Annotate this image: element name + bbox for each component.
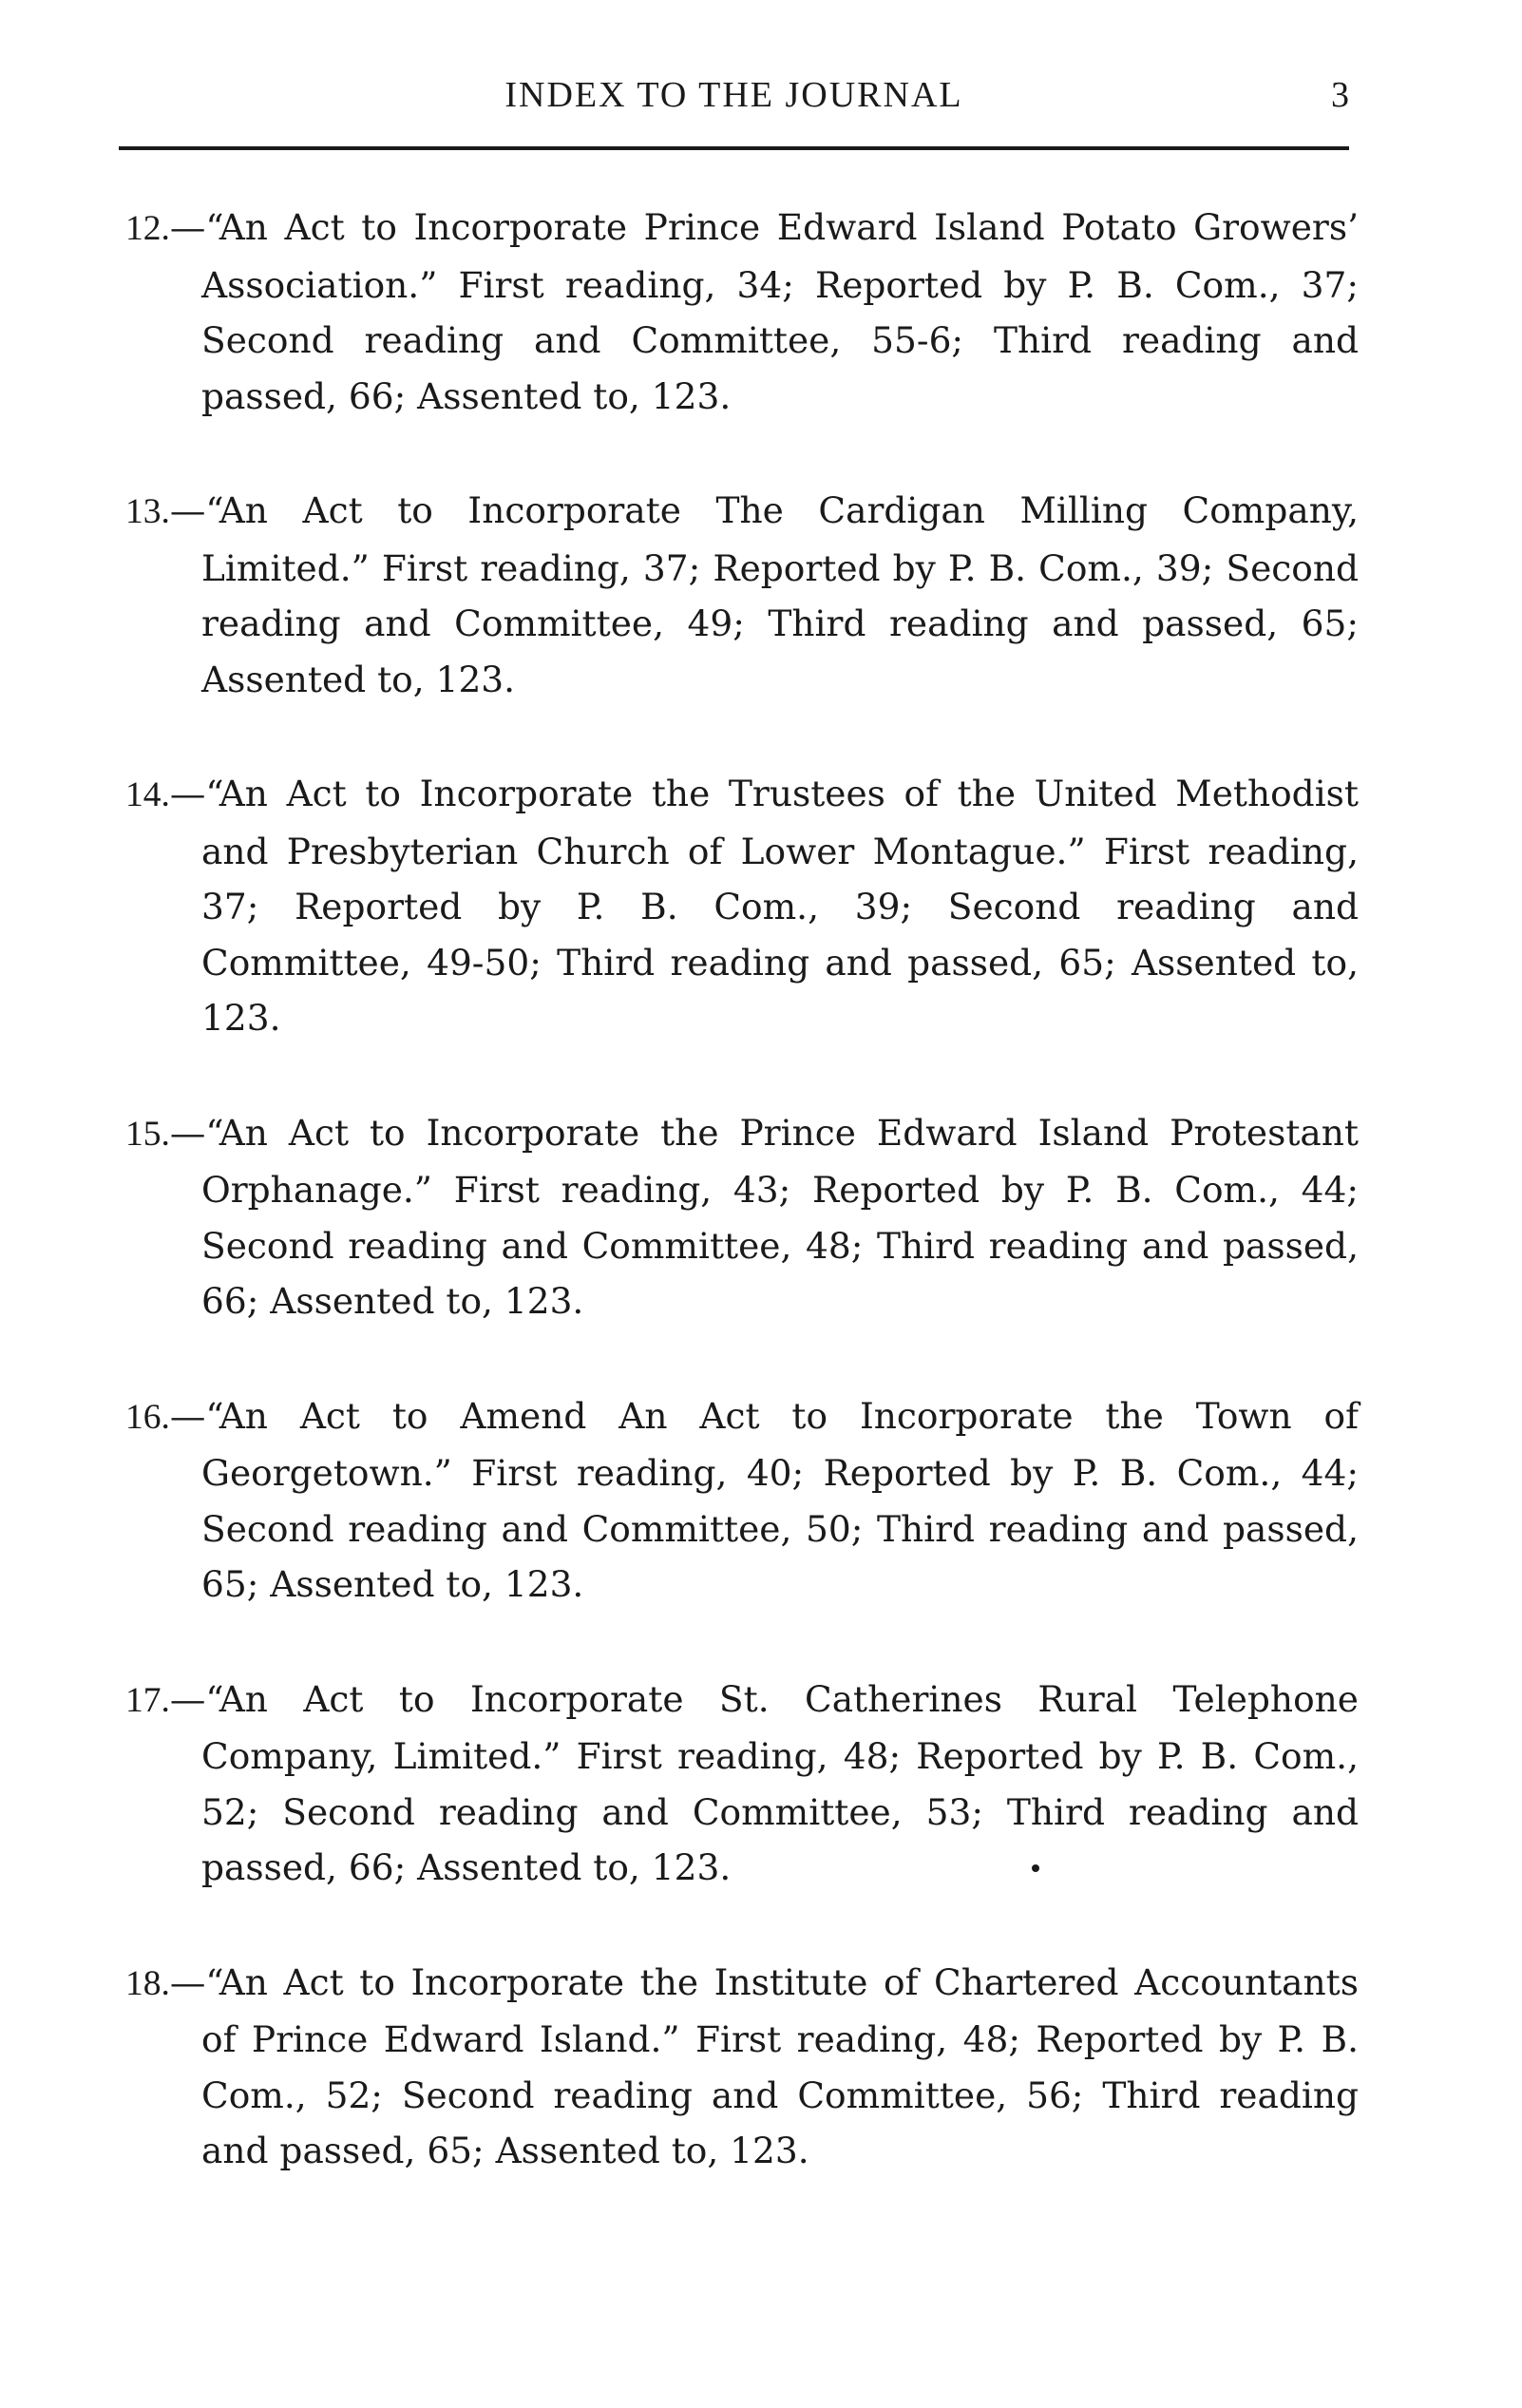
entry-text: —“An Act to Incorporate the Prince Edward Island Protestant Orphanage.” First reading, 43; Reported by P. B. Com., 44; Second reading and Committee, 48; Third reading and passed, 66; Assented to, 123. [169,1111,1359,1322]
index-entries [0,200,1522,2238]
index-entry-12 [125,200,1359,424]
index-entry-16 [125,1388,1359,1613]
entry-text: —“An Act to Incorporate the Trustees of the United Methodist and Presbyterian Church of Lower Montague.” First reading, 37; Reported by P. B. Com., 39; Second reading and Committee, 49-50; Third reading and passed, 65; Assented to, 123. [169,773,1359,1039]
entry-number: 15. [125,1114,170,1154]
page-number: 3 [1331,75,1349,115]
entry-text: —“An Act to Incorporate Prince Edward Island Potato Growers’ Association.” First reading, 34; Reported by P. B. Com., 37; Second reading and Committee, 55-6; Third reading and passed, 66; Assented to, 123. [169,206,1359,417]
header-rule [119,146,1349,150]
entry-number: 12. [125,209,170,248]
index-entry-15 [125,1105,1359,1329]
entry-text: —“An Act to Amend An Act to Incorporate the Town of Georgetown.” First reading, 40; Reported by P. B. Com., 44; Second reading and Committee, 50; Third reading and passed, 65; Assented to, 123. [169,1394,1359,1605]
entry-number: 14. [125,775,170,814]
page-header [119,68,1349,125]
entry-text: —“An Act to Incorporate The Cardigan Milling Company, Limited.” First reading, 37; Reported by P. B. Com., 39; Second reading and Committee, 49; Third reading and passed, 65; Assented to, 123. [169,489,1359,700]
entry-number: 16. [125,1397,170,1437]
entry-number: 17. [125,1680,170,1720]
running-title: INDEX TO THE JOURNAL [504,75,963,115]
entry-text: —“An Act to Incorporate the Institute of Chartered Accountants of Prince Edward Island.” First reading, 48; Reported by P. B. Com., 52; Second reading and Committee, 56; Third reading and passed, 65; Assented to, 123. [169,1960,1359,2171]
entry-number: 13. [125,492,170,531]
entry-number: 18. [125,1963,170,2003]
ink-dot [1032,1864,1039,1872]
index-entry-14 [125,766,1359,1046]
entry-text: —“An Act to Incorporate St. Catherines Rural Telephone Company, Limited.” First reading, 48; Reported by P. B. Com., 52; Second reading and Committee, 53; Third reading and passed, 66; Assented to, 123. [169,1677,1359,1888]
index-entry-13 [125,483,1359,707]
index-entry-17 [125,1672,1359,1896]
index-entry-18 [125,1955,1359,2179]
